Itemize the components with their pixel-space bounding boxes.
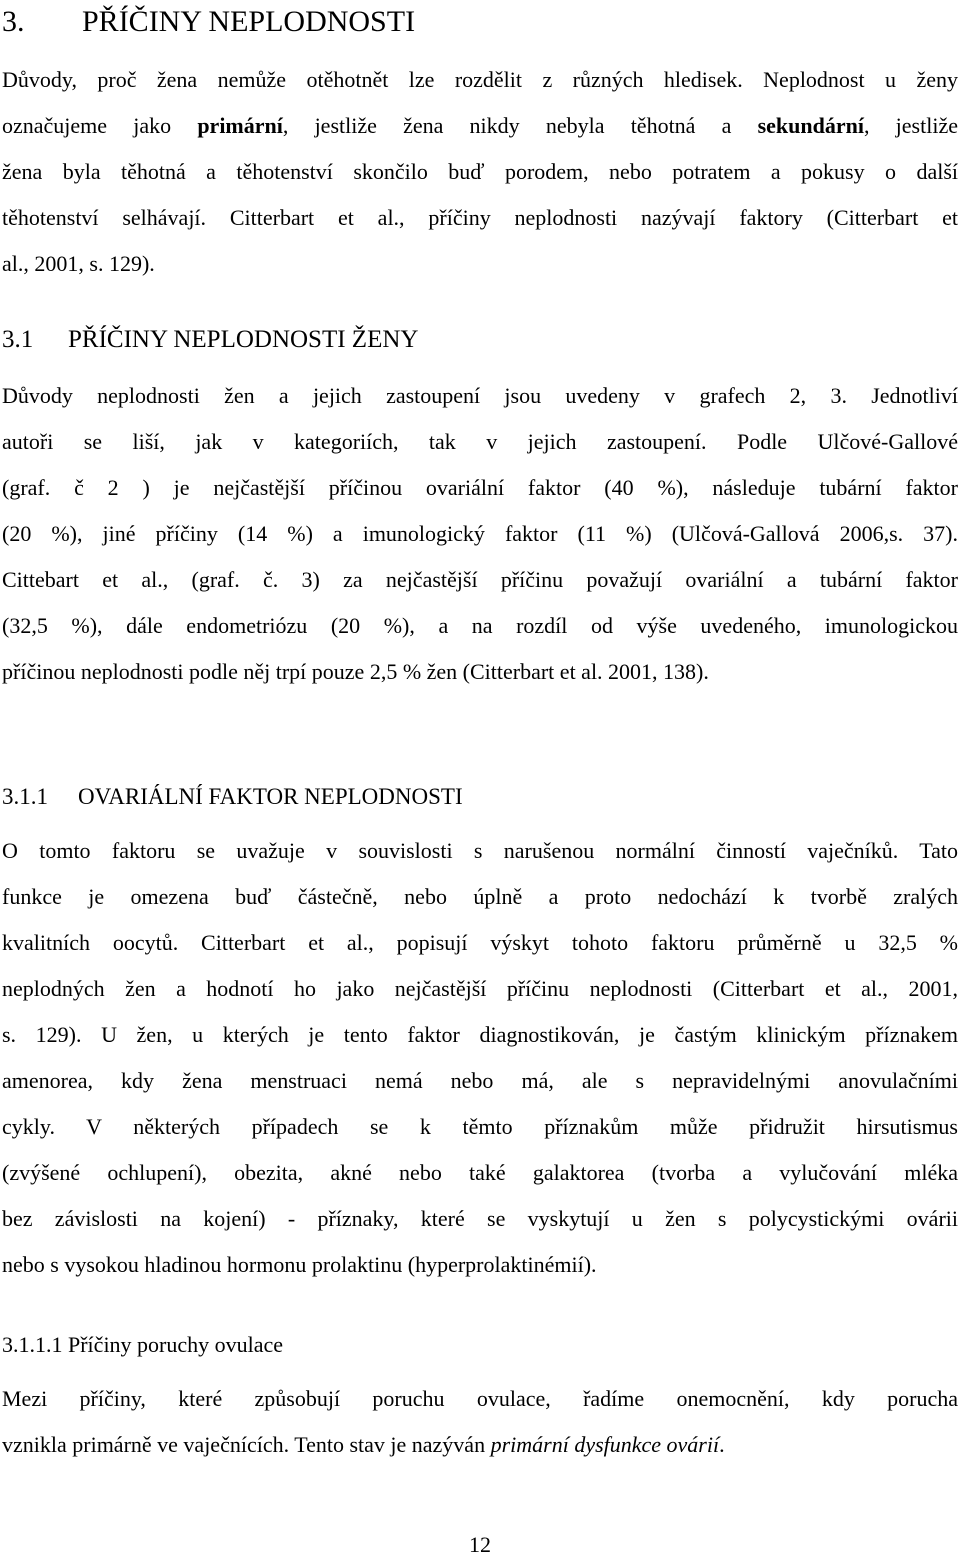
text-line: bez závislosti na kojení) - příznaky, které se vyskytují u žen s polycystickými ovárii (2, 1206, 958, 1231)
text-line: cykly. V některých případech se k těmto příznakům může přidružit hirsutismus (2, 1114, 958, 1139)
text-line: funkce je omezena buď částečně, nebo úplně a proto nedochází k tvorbě zralých (2, 884, 958, 909)
text-line: O tomto faktoru se uvažuje v souvislosti s narušenou normální činností vaječníků. Tato (2, 838, 958, 863)
page-number: 12 (469, 1532, 491, 1557)
intro-paragraph (2, 57, 958, 287)
text-line: s. 129). U žen, u kterých je tento faktor diagnostikován, je častým klinickým příznakem (2, 1022, 958, 1047)
subsubsection-heading (2, 1330, 283, 1360)
text-line: nebo s vysokou hladinou hormonu prolaktinu (hyperprolaktinémií). (2, 1252, 597, 1277)
text-line: Důvody neplodnosti žen a jejich zastoupení jsou uvedeny v grafech 2, 3. Jednotliví (2, 383, 958, 408)
text-line: al., 2001, s. 129). (2, 251, 155, 276)
text-line: (zvýšené ochlupení), obezita, akné nebo také galaktorea (tvorba a vylučování mléka (2, 1160, 958, 1185)
ovarian-paragraph (2, 828, 958, 1288)
text-line: označujeme jako primární, jestliže žena nikdy nebyla těhotná a sekundární, jestliže (2, 113, 958, 138)
causes-paragraph (2, 373, 958, 695)
subsubsection-number: 3.1.1.1 (2, 1332, 63, 1357)
text-line: neplodných žen a hodnotí ho jako nejčastější příčinu neplodnosti (Citterbart et al., 2001, (2, 976, 958, 1001)
section-title: PŘÍČINY NEPLODNOSTI ŽENY (68, 326, 419, 353)
text-line: vznikla primárně ve vaječnících. Tento stav je nazýván primární dysfunkce ovárií. (2, 1432, 725, 1457)
text-line: (graf. č 2 ) je nejčastější příčinou ovariální faktor (40 %), následuje tubární faktor (2, 475, 958, 500)
text-line: žena byla těhotná a těhotenství skončilo buď porodem, nebo potratem a pokusy o další (2, 159, 958, 184)
chapter-heading (2, 4, 415, 40)
text-line: těhotenství selhávají. Citterbart et al., příčiny neplodnosti nazývají faktory (Citterbart et (2, 205, 958, 230)
text-line: Cittebart et al., (graf. č. 3) za nejčastější příčinu považují ovariální a tubární faktor (2, 567, 958, 592)
chapter-number: 3. (2, 5, 25, 38)
subsection-title: OVARIÁLNÍ FAKTOR NEPLODNOSTI (78, 784, 463, 809)
text-line: Důvody, proč žena nemůže otěhotnět lze rozdělit z různých hledisek. Neplodnost u ženy (2, 67, 958, 92)
subsection-number: 3.1.1 (2, 784, 48, 809)
italic-term: primární dysfunkce ovárií (490, 1432, 720, 1457)
text-line: amenorea, kdy žena menstruaci nemá nebo má, ale s nepravidelnými anovulačními (2, 1068, 958, 1093)
text-line: (32,5 %), dále endometriózu (20 %), a na rozdíl od výše uvedeného, imunologickou (2, 613, 958, 638)
text-line: autoři se liší, jak v kategoriích, tak v jejich zastoupení. Podle Ulčové-Gallové (2, 429, 958, 454)
text-line: (20 %), jiné příčiny (14 %) a imunologický faktor (11 %) (Ulčová-Gallová 2006,s. 37). (2, 521, 958, 546)
text-line: kvalitních oocytů. Citterbart et al., popisují výskyt tohoto faktoru průměrně u 32,5 % (2, 930, 958, 955)
text-line: příčinou neplodnosti podle něj trpí pouze 2,5 % žen (Citterbart et al. 2001, 138). (2, 659, 709, 684)
subsection-heading (2, 781, 463, 813)
subsubsection-title: Příčiny poruchy ovulace (68, 1332, 284, 1357)
term-primary: primární (197, 113, 283, 138)
section-number: 3.1 (2, 326, 34, 353)
chapter-title: PŘÍČINY NEPLODNOSTI (82, 5, 416, 38)
text-line: Mezi příčiny, které způsobují poruchu ovulace, řadíme onemocnění, kdy porucha (2, 1386, 958, 1411)
term-secondary: sekundární (757, 113, 864, 138)
ovulation-paragraph (2, 1376, 958, 1468)
section-heading (2, 324, 418, 356)
